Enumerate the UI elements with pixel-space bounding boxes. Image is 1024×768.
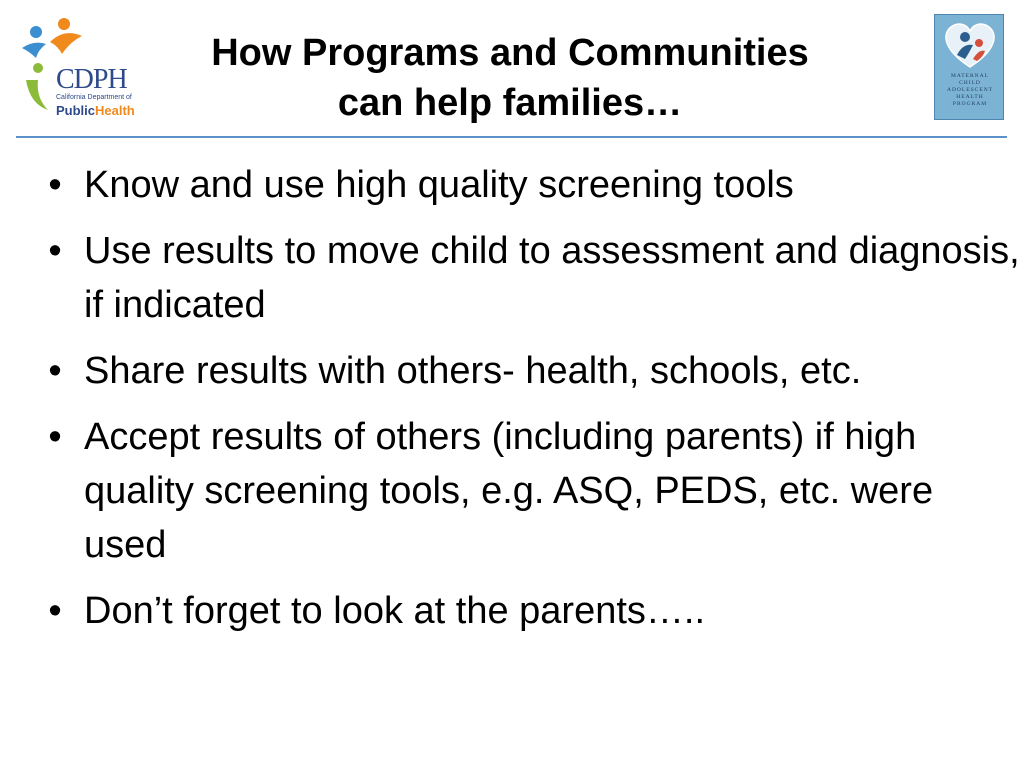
bullet-text: Share results with others- health, schools, etc. [84, 350, 862, 392]
title-line-1: How Programs and Communities [211, 32, 809, 74]
cdph-public-health [56, 103, 135, 118]
cdph-wordmark: CDPH [56, 64, 127, 95]
bullet-dot: • [48, 164, 62, 206]
title-line-2: can help families… [337, 82, 683, 124]
cdph-subtitle: California Department of [56, 94, 132, 101]
bullet-dot: • [48, 416, 62, 458]
bullet-text: Use results to move child to assessment and diagnosis, if indicated [84, 230, 1020, 326]
slide-title [140, 28, 880, 128]
bullet-dot: • [48, 350, 62, 392]
bullet-item [40, 584, 1020, 638]
bullet-item [40, 224, 1020, 332]
bullet-list [40, 158, 1020, 650]
cdph-health: Health [95, 103, 135, 118]
mcah-logo [934, 14, 1004, 120]
title-divider [16, 136, 1007, 138]
mcah-line: PROGRAM [952, 101, 988, 107]
bullet-item [40, 158, 1020, 212]
bullet-dot: • [48, 230, 62, 272]
bullet-dot: • [48, 590, 62, 632]
heart-family-icon [935, 15, 1004, 73]
cdph-logo [16, 14, 134, 118]
mcah-line: MATERNAL [951, 73, 989, 79]
bullet-text: Accept results of others (including parents) if high quality screening tools, e.g. ASQ, PEDS, etc. were used [84, 416, 934, 566]
mcah-line: CHILD [959, 80, 981, 86]
bullet-text: Know and use high quality screening tools [84, 164, 794, 206]
cdph-public: Public [56, 103, 96, 118]
bullet-item [40, 344, 1020, 398]
mcah-line: ADOLESCENT [946, 87, 994, 93]
bullet-text: Don’t forget to look at the parents….. [84, 590, 706, 632]
mcah-text [935, 73, 1004, 108]
bullet-item [40, 410, 1020, 572]
mcah-line: HEALTH [956, 94, 984, 100]
